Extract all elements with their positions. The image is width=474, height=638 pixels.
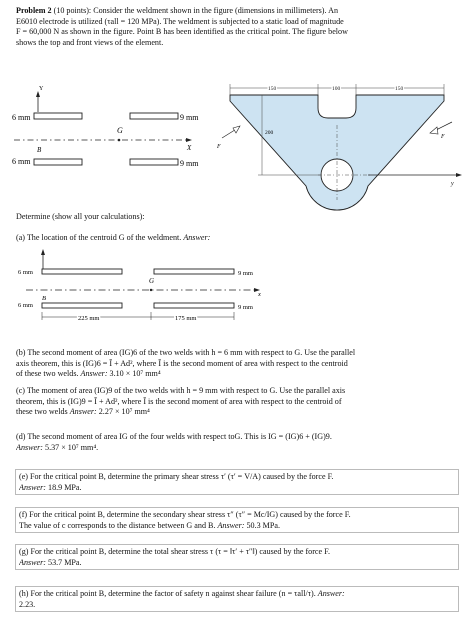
part-a-weld-bottom-left	[42, 303, 122, 308]
part-c: (c) The moment of area (IG)9 of the two welds with h = 9 mm with respect to G. Use the parallel axis theorem, this is (IG)9 = Ī + Ad², where Ī is the second moment of area with respect to the centroid of these two welds Answer: 2.27 × 10⁷ mm⁴	[16, 386, 346, 417]
problem-line-1: Problem 2 (10 points): Consider the weldment shown in the figure (dimensions in millimeters). An	[16, 6, 338, 15]
part-d-answer-label: Answer:	[16, 442, 43, 452]
part-e-answer-label: Answer:	[19, 482, 46, 492]
part-h-answer-label: Answer:	[317, 589, 345, 598]
problem-line-2: E6010 electrode is utilized (τall = 120 MPa). The weldment is subjected to a static load of magnitude	[16, 16, 344, 26]
part-d: (d) The second moment of area IG of the four welds with respect toG. This is IG = (IG)6 + (IG)9. Answer: 5.37 × 10⁷ mm⁴.	[16, 432, 332, 452]
part-b-answer-label: Answer:	[80, 369, 108, 379]
part-f-answer: 50.3 MPa.	[246, 520, 280, 530]
part-a-centroid	[150, 289, 152, 291]
y-axis-label: Y	[39, 86, 44, 92]
part-a-label-6mm-top: 6 mm	[18, 269, 33, 276]
part-a-label-9mm-bottom: 9 mm	[238, 304, 253, 311]
part-a-dim-175: 175 mm	[175, 315, 197, 322]
problem-line-4: shows the top and front views of the element.	[16, 37, 164, 47]
y-axis-label-front: y	[451, 181, 454, 187]
part-f: (f) For the critical point B, determine the secondary shear stress τ″ (τ″ = Mc/IG) caused by the force F. The value of c corresponds to the distance between G and B. Answer: 50.3 MPa.	[15, 507, 459, 533]
force-right-label: F	[441, 134, 445, 140]
part-a-label-G: G	[149, 277, 155, 285]
label-9mm-bottom: 9 mm	[180, 159, 199, 168]
dim-150-right: 150	[395, 86, 404, 92]
part-h-answer: 2.23.	[19, 599, 36, 609]
part-a-question: (a) The location of the centroid G of the weldment.	[16, 233, 182, 242]
problem-heading: Problem 2	[16, 6, 52, 15]
part-b-answer: 3.10 × 10⁷ mm⁴	[109, 369, 161, 379]
label-6mm-bottom: 6 mm	[12, 157, 31, 166]
part-a-dim-225: 225 mm	[78, 315, 100, 322]
label-6mm-top: 6 mm	[12, 113, 31, 122]
x-axis-label: X	[187, 144, 192, 152]
dim-150-left: 150	[268, 86, 277, 92]
dim-200: 200	[265, 130, 274, 136]
force-left-label: F	[217, 144, 221, 150]
part-g-answer: 53.7 MPa.	[48, 557, 82, 567]
part-a-answer-label: Answer:	[183, 233, 211, 242]
dim-100: 100	[332, 86, 341, 92]
part-e-answer: 18.9 MPa.	[48, 482, 82, 492]
part-a-label-x: x	[258, 291, 261, 298]
part-e: (e) For the critical point B, determine the primary shear stress τ′ (τ′ = V/A) caused by the force F. Answer: 18.9 MPa.	[15, 469, 459, 495]
part-a-weld-top-right	[154, 269, 234, 274]
part-g: (g) For the critical point B, determine the total shear stress τ (τ = ‖τ′ + τ″‖) caused by the force F. Answer: 53.7 MPa.	[15, 544, 459, 570]
problem-line-3: F = 60,000 N as shown in the figure. Point B has been identified as the critical point. The figure below	[16, 27, 348, 37]
part-b: (b) The second moment of area (IG)6 of the two welds with h = 6 mm with respect to G. Use the parallel axis theorem, this is (IG)6 = Ī + Ad², where Ī is the second moment of area with respect to the centroid of these two welds. Answer: 3.10 × 10⁷ mm⁴	[16, 348, 356, 379]
part-f-answer-label: Answer:	[217, 520, 245, 530]
determine-heading: Determine (show all your calculations):	[16, 212, 145, 221]
part-g-answer-label: Answer:	[19, 557, 46, 567]
part-d-answer: 5.37 × 10⁷ mm⁴.	[45, 442, 99, 452]
part-c-answer: 2.27 × 10⁷ mm⁴	[98, 407, 150, 417]
part-c-answer-label: Answer:	[69, 407, 97, 417]
part-a-label-B: B	[42, 295, 46, 302]
part-a-weld-bottom-right	[154, 303, 234, 308]
label-B: B	[37, 146, 42, 154]
part-a-weld-top-left	[42, 269, 122, 274]
part-a-label-6mm-bottom: 6 mm	[18, 302, 33, 309]
part-h: (h) For the critical point B, determine the factor of safety n against shear failure (n = τall/τ). Answer: 2.23.	[15, 586, 459, 612]
label-9mm-top: 9 mm	[180, 113, 199, 122]
part-a-y-arrowhead	[41, 249, 45, 255]
part-a-label-9mm-top: 9 mm	[238, 270, 253, 277]
label-G: G	[117, 126, 123, 135]
